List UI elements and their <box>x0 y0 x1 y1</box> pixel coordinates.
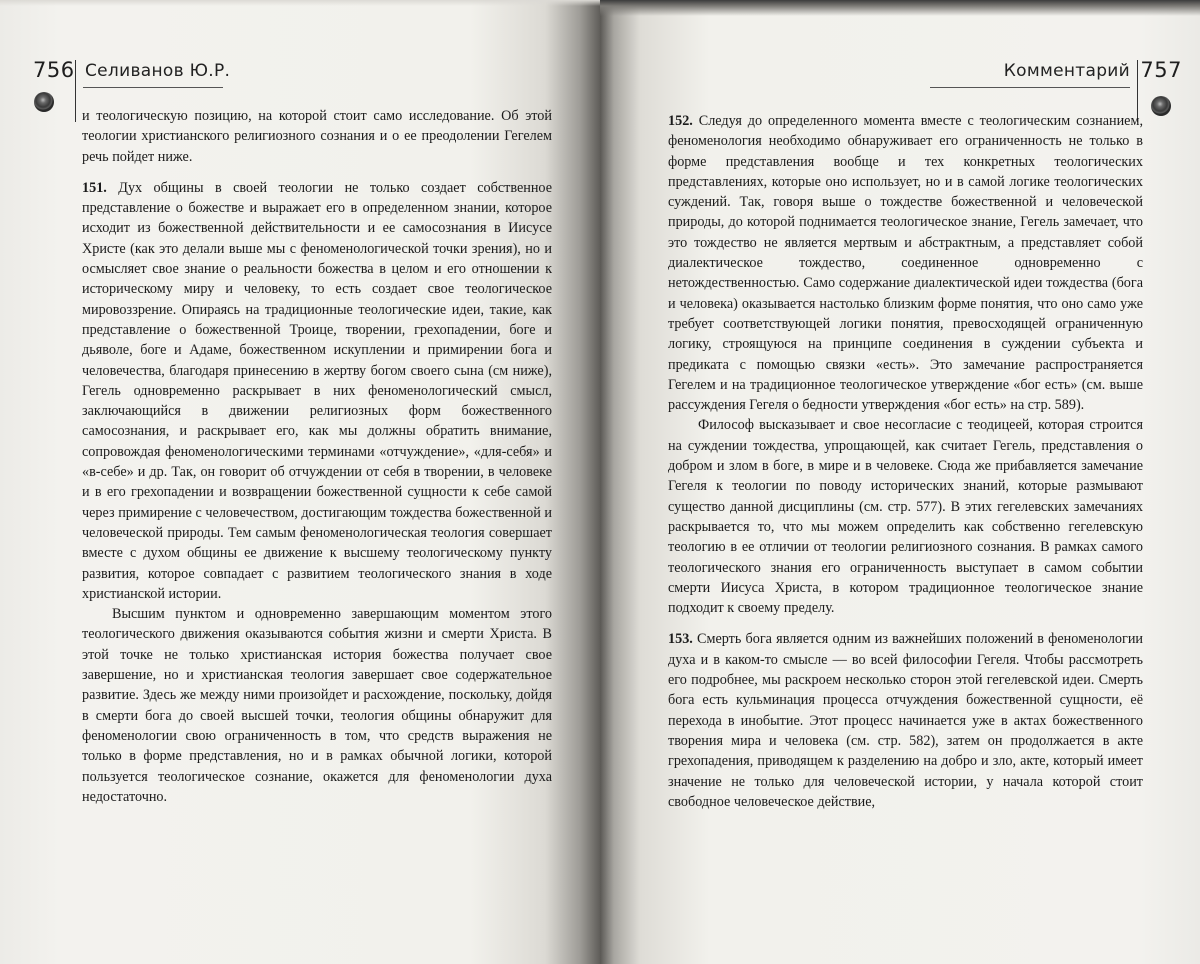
left-page-header <box>33 58 573 88</box>
header-vertical-rule <box>75 60 76 122</box>
page-number: 757 <box>1140 58 1182 82</box>
note-paragraph <box>668 629 1143 812</box>
note-paragraph <box>668 111 1143 415</box>
page-number: 756 <box>33 58 75 82</box>
note-number: 153. <box>668 631 693 648</box>
running-head-author: Селиванов Ю.Р. <box>85 61 231 81</box>
header-rule <box>83 87 223 88</box>
note-text: Смерть бога является одним из важнейших положений в феноменологии духа и в каком-то смысле — во всей философии Гегеля. Чтобы рассмотреть его подробнее, мы раскроем несколько сторон этой гегелевской идеи. Смерть бога есть кульминация процесса отчуждения божественной сущности, её перехода в инобытие. Этот процесс начинается уже в актах божественного творения мира и человека (см. стр. 582), затем он продолжается в акте грехопадения, приводящем к разделению на добро и зло, акте, который имеет значение не только для человеческой истории, у начала которой стоит свободное человеческое действие, <box>668 631 1143 810</box>
header-rule <box>930 87 1130 88</box>
note-number: 151. <box>82 179 107 196</box>
right-page-header <box>600 58 1182 88</box>
page-top-shade <box>0 0 600 6</box>
note-text: Дух общины в своей теологии не только создает собственное представление о божестве и выражает его в определенном знании, которое исходит из божественной действительности и ее самосознания в Иисусе Христе (как это делали выше мы с феноменологической точки зрения), но и осмысляет свое знание о реальности божества в целом и его отношении к историческому миру и человеку, то есть создает свое теологическое мировоззрение. Опираясь на традиционные теологические идеи, такие, как представление о божественной Троице, творении, грехопадении, боге и дьяволе, боге и Адаме, божественном искуплении и примирении бога и человечества, благодаря принесению в жертву богом своего сына (см ниже), Гегель одновременно раскрывает в них феноменологический смысл, заключающийся в движении религиозных форм божественного самосознания, и раскрывает его, как мы должны обратить внимание, сопровождая феноменологическими терминами «отчуждение», «для-себя» и «в-себе» и др. Так, он говорит об отчуждении от себя в творении, в человеке и в его грехопадении и возвращении божественной сущности к себе самой через примирение с человечеством, достигающим тождества божественной и человеческой природы. Тем самым феноменологическая теология совершает вместе с духом общины ее движение к высшему теологическому пункту развития, которое совпадает с развитием теологического знания в ходе христианской истории. <box>82 179 552 602</box>
paragraph: и теологическую позицию, на которой стоит само исследование. Об этой теологии христианского религиозного сознания и о ее преодолении Гегелем речь пойдет ниже. <box>82 108 552 165</box>
left-page-text <box>82 106 552 807</box>
emblem-icon <box>34 92 54 112</box>
note-paragraph <box>82 178 552 604</box>
emblem-icon <box>1151 96 1171 116</box>
paragraph: Высшим пунктом и одновременно завершающим моментом этого теологического движения оказываются события жизни и смерти Христа. В этой точке не только христианская история божества получает свое завершение, но и христианская теология завершает свое содержательное развитие. Здесь же между ними произойдет и расхождение, поскольку, дойдя в смерти бога до своей высшей точки, теология общины обнаружит для феноменологии свою ограниченность в том, что средств выражения не только в форме представления, но и в рамках обычной логики, которой пользуется теологическое сознание, окажется для феноменологии духа недостаточно. <box>82 606 552 805</box>
right-page <box>600 0 1200 964</box>
paragraph: Философ высказывает и свое несогласие с теодицеей, которая строится на суждении тождества, упрощающей, как считает Гегель, представления о добром и злом в боге, в мире и в человеке. Сюда же прибавляется замечание Гегеля к теологии по поводу исторических знаний, которые размывают существо данной дисциплины (см. стр. 577). В этих гегелевских замечаниях раскрывается то, что мы можем определить как собственно гегелевскую теологию в ее отличии от теологии религиозного сознания. В рамках самого теологического знания его ограниченность выступает в самом событии смерти Иисуса Христа, в котором традиционное теологическое знание подходит к своему пределу. <box>668 417 1143 617</box>
note-number: 152. <box>668 113 693 129</box>
right-page-text <box>668 111 1143 812</box>
binding-top-shadow <box>600 0 1200 16</box>
note-text: Следуя до определенного момента вместе с теологическим сознанием, феноменология необходимо обнаруживает его ограниченность не только в форме представления вообще и тех конкретных теологических представлениях, которые оно использует, но и в самой логике теологических суждений. Так, говоря выше о тождестве божественной и человеческой природы, до которой поднимается теологическое знание, Гегель замечает, что это тождество не является мертвым и абстрактным, а представляет собой диалектическое тождество, соединенное одновременно с нетождественностью. Само содержание диалектической идеи тождества (бога и человека) оказывается настолько близким форме понятия, что оно само уже требует соответствующей логики понятия, превосходящей ограниченную логику, строящуюся на принципе соединения в суждении субъекта и предиката с помощью связки «есть». Это замечание распространяется Гегелем и на традиционное теологическое утверждение «бог есть» (см. выше рассуждения Гегеля о бедности утверждения «бог есть» на стр. 589). <box>668 113 1144 414</box>
running-head-section: Комментарий <box>1003 61 1130 81</box>
